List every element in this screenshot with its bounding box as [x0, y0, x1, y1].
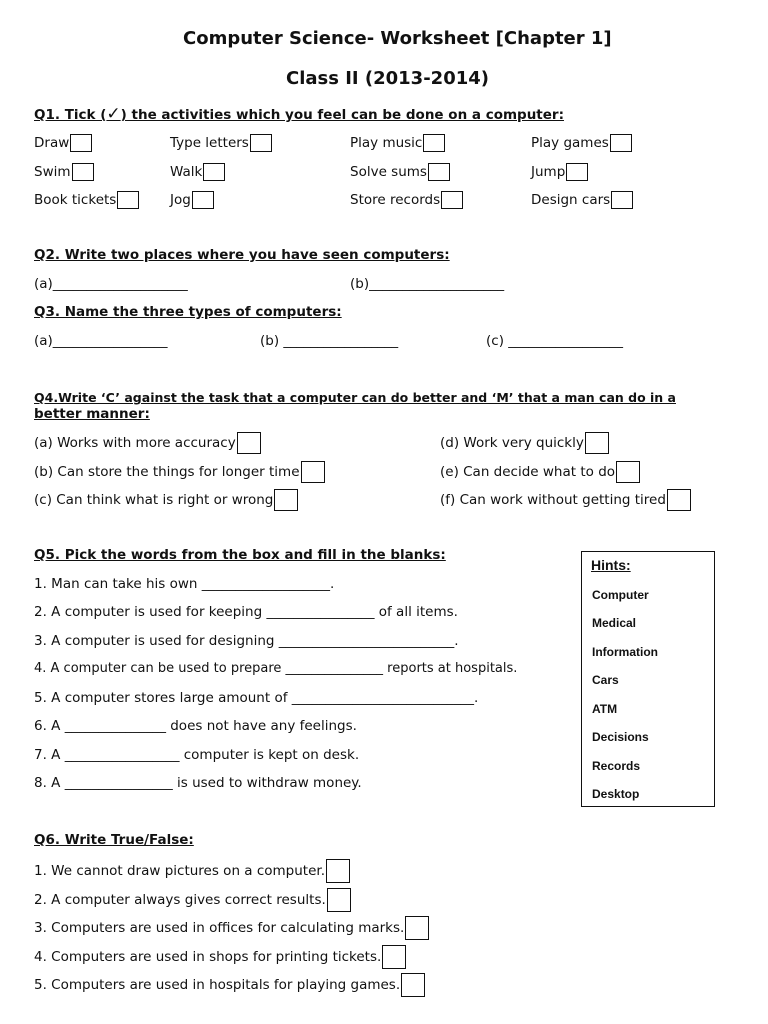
q2-answer-a[interactable]: (a)____________________: [34, 276, 188, 292]
true-false-label: 5. Computers are used in hospitals for playing games.: [34, 977, 401, 993]
answer-box[interactable]: [667, 489, 691, 511]
q1-heading: [34, 104, 564, 124]
q1-item-label: Jump: [531, 164, 566, 180]
answer-box[interactable]: [382, 945, 406, 969]
q4-item: [34, 461, 325, 483]
hints-title: Hints:: [591, 557, 631, 573]
q1-item-label: Swim: [34, 164, 71, 180]
fill-blank-item[interactable]: 2. A computer is used for keeping ________________ of all items.: [34, 604, 458, 620]
q4-item: [440, 461, 640, 483]
q1-item-label: Play music: [350, 135, 423, 151]
answer-box[interactable]: [326, 859, 350, 883]
tick-box[interactable]: [70, 134, 92, 152]
hints-box: [581, 551, 715, 807]
answer-box[interactable]: [237, 432, 261, 454]
fill-blank-item[interactable]: 5. A computer stores large amount of ___________________________.: [34, 690, 479, 706]
answer-box[interactable]: [274, 489, 298, 511]
answer-box[interactable]: [616, 461, 640, 483]
tick-box[interactable]: [428, 163, 450, 181]
hint-word: Desktop: [592, 787, 640, 801]
answer-box[interactable]: [401, 973, 425, 997]
tick-box[interactable]: [117, 191, 139, 209]
tick-box[interactable]: [250, 134, 272, 152]
q4-heading-line1: Q4.Write ‘C’ against the task that a computer can do better and ‘M’ that a man can do in a: [34, 390, 676, 405]
fill-blank-item[interactable]: 7. A _________________ computer is kept on desk.: [34, 747, 360, 763]
q3-answer-c[interactable]: (c) _________________: [486, 333, 623, 349]
hint-word: Cars: [592, 673, 619, 687]
hint-word: Records: [592, 759, 641, 773]
q2-answer-b[interactable]: (b)____________________: [350, 276, 505, 292]
q3-answer-a[interactable]: (a)_________________: [34, 333, 168, 349]
hint-word: ATM: [592, 702, 618, 716]
q1-item-label: Store records: [350, 192, 441, 208]
q1-heading-suffix: ) the activities which you feel can be done on a computer:: [120, 107, 564, 123]
q1-item: [170, 134, 272, 152]
q5-heading: Q5. Pick the words from the box and fill in the blanks:: [34, 547, 446, 563]
q4-item: [440, 489, 691, 511]
answer-box[interactable]: [301, 461, 325, 483]
true-false-item: [34, 916, 429, 940]
tick-box[interactable]: [611, 191, 633, 209]
true-false-label: 2. A computer always gives correct results.: [34, 892, 326, 908]
true-false-item: [34, 945, 406, 969]
q1-item-label: Draw: [34, 135, 70, 151]
true-false-item: [34, 859, 350, 883]
tick-box[interactable]: [610, 134, 632, 152]
answer-box[interactable]: [405, 916, 429, 940]
q2-heading: Q2. Write two places where you have seen computers:: [34, 247, 450, 263]
q4-item-label: (a) Works with more accuracy: [34, 435, 236, 451]
tick-box[interactable]: [441, 191, 463, 209]
q4-item-label: (d) Work very quickly: [440, 435, 584, 451]
q1-item-label: Jog: [170, 192, 191, 208]
answer-box[interactable]: [327, 888, 351, 912]
q1-item: [34, 191, 139, 209]
q1-item-label: Play games: [531, 135, 609, 151]
true-false-item: [34, 973, 425, 997]
q1-heading-prefix: Q1. Tick (: [34, 107, 107, 123]
answer-box[interactable]: [585, 432, 609, 454]
tick-box[interactable]: [192, 191, 214, 209]
q1-item: [34, 134, 92, 152]
q3-answer-b[interactable]: (b) _________________: [260, 333, 399, 349]
q4-item-label: (c) Can think what is right or wrong: [34, 492, 274, 508]
hint-word: Medical: [592, 616, 637, 630]
q1-item: [531, 191, 633, 209]
q3-heading: Q3. Name the three types of computers:: [34, 304, 342, 320]
fill-blank-item[interactable]: 3. A computer is used for designing __________________________.: [34, 633, 459, 649]
true-false-label: 4. Computers are used in shops for printing tickets.: [34, 949, 382, 965]
q1-item-label: Book tickets: [34, 192, 117, 208]
q1-item-label: Solve sums: [350, 164, 427, 180]
q1-item: [350, 163, 450, 181]
tick-box[interactable]: [566, 163, 588, 181]
q1-item: [170, 163, 225, 181]
true-false-item: [34, 888, 351, 912]
q1-item: [170, 191, 214, 209]
tick-box[interactable]: [203, 163, 225, 181]
q4-heading-line2: better manner:: [34, 406, 150, 422]
fill-blank-item[interactable]: 1. Man can take his own ___________________.: [34, 576, 335, 592]
checkmark-icon: ✓: [106, 104, 121, 124]
hint-word: Information: [592, 645, 658, 659]
class-subtitle: Class II (2013-2014): [286, 68, 490, 89]
q4-item: [440, 432, 609, 454]
q1-item: [531, 163, 588, 181]
q4-item-label: (f) Can work without getting tired: [440, 492, 666, 508]
q1-item-label: Walk: [170, 164, 203, 180]
q1-item: [34, 163, 94, 181]
fill-blank-item[interactable]: 8. A ________________ is used to withdraw money.: [34, 775, 362, 791]
q1-item-label: Design cars: [531, 192, 611, 208]
tick-box[interactable]: [423, 134, 445, 152]
true-false-label: 3. Computers are used in offices for calculating marks.: [34, 920, 405, 936]
q1-item: [350, 134, 445, 152]
q6-heading: Q6. Write True/False:: [34, 832, 194, 848]
hint-word: Computer: [592, 588, 649, 602]
q1-item: [350, 191, 463, 209]
q1-item: [531, 134, 632, 152]
fill-blank-item[interactable]: 6. A _______________ does not have any feelings.: [34, 718, 357, 734]
hint-word: Decisions: [592, 730, 649, 744]
q4-item-label: (b) Can store the things for longer time: [34, 464, 300, 480]
q1-item-label: Type letters: [170, 135, 249, 151]
fill-blank-item[interactable]: 4. A computer can be used to prepare _______________ reports at hospitals.: [34, 661, 518, 676]
tick-box[interactable]: [72, 163, 94, 181]
true-false-label: 1. We cannot draw pictures on a computer.: [34, 863, 326, 879]
q4-item: [34, 489, 298, 511]
worksheet-title: Computer Science- Worksheet [Chapter 1]: [183, 28, 612, 49]
q4-item: [34, 432, 261, 454]
q4-item-label: (e) Can decide what to do: [440, 464, 616, 480]
